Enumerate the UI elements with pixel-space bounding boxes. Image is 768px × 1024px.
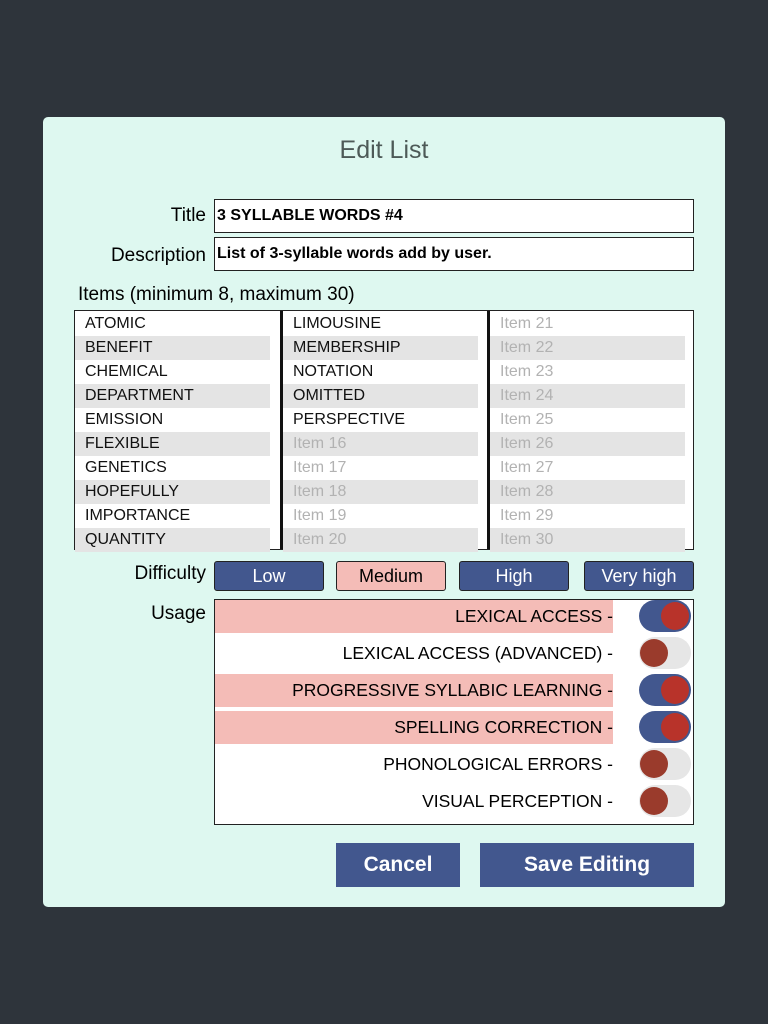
- description-input[interactable]: List of 3-syllable words add by user.: [214, 237, 694, 271]
- list-item[interactable]: DEPARTMENT: [75, 384, 270, 408]
- usage-toggle[interactable]: [639, 748, 691, 780]
- item-placeholder[interactable]: Item 22: [490, 336, 685, 360]
- items-column-3: [490, 311, 685, 549]
- usage-option-label: SPELLING CORRECTION -: [394, 717, 613, 737]
- usage-label: Usage: [151, 603, 206, 624]
- usage-option-label: PROGRESSIVE SYLLABIC LEARNING -: [292, 680, 613, 700]
- title-label: Title: [170, 205, 206, 226]
- usage-toggle[interactable]: [639, 674, 691, 706]
- item-placeholder[interactable]: Item 25: [500, 411, 554, 428]
- usage-row: [215, 674, 693, 711]
- item-placeholder[interactable]: Item 24: [490, 384, 685, 408]
- usage-option-label: LEXICAL ACCESS (ADVANCED) -: [342, 643, 613, 663]
- list-item[interactable]: GENETICS: [85, 459, 167, 476]
- items-column-2: [283, 311, 478, 549]
- toggle-knob: [640, 750, 668, 778]
- usage-row: [215, 711, 693, 748]
- item-placeholder[interactable]: Item 30: [490, 528, 685, 552]
- cancel-button[interactable]: Cancel: [336, 843, 460, 887]
- item-placeholder[interactable]: Item 28: [490, 480, 685, 504]
- items-column-1: [75, 311, 270, 549]
- item-placeholder[interactable]: Item 23: [500, 363, 554, 380]
- difficulty-low-button[interactable]: Low: [214, 561, 324, 591]
- item-placeholder[interactable]: Item 19: [293, 507, 347, 524]
- difficulty-very-high-button[interactable]: Very high: [584, 561, 694, 591]
- list-item[interactable]: QUANTITY: [75, 528, 270, 552]
- list-item[interactable]: OMITTED: [283, 384, 478, 408]
- item-placeholder[interactable]: Item 20: [283, 528, 478, 552]
- usage-toggle[interactable]: [639, 600, 691, 632]
- usage-row: [215, 637, 693, 674]
- list-item[interactable]: NOTATION: [293, 363, 374, 380]
- list-item[interactable]: CHEMICAL: [85, 363, 168, 380]
- items-heading: Items (minimum 8, maximum 30): [78, 284, 355, 305]
- list-item[interactable]: EMISSION: [85, 411, 164, 428]
- list-item[interactable]: PERSPECTIVE: [293, 411, 406, 428]
- list-item[interactable]: MEMBERSHIP: [283, 336, 478, 360]
- list-item[interactable]: FLEXIBLE: [75, 432, 270, 456]
- list-item[interactable]: ATOMIC: [85, 315, 146, 332]
- usage-toggle[interactable]: [639, 711, 691, 743]
- list-item[interactable]: BENEFIT: [75, 336, 270, 360]
- usage-option-label: PHONOLOGICAL ERRORS -: [383, 754, 613, 774]
- item-placeholder[interactable]: Item 21: [500, 315, 554, 332]
- item-placeholder[interactable]: Item 27: [500, 459, 554, 476]
- usage-option-label: LEXICAL ACCESS -: [455, 606, 613, 626]
- difficulty-label: Difficulty: [134, 563, 206, 584]
- item-placeholder[interactable]: Item 17: [293, 459, 347, 476]
- usage-toggle[interactable]: [639, 785, 691, 817]
- difficulty-medium-button[interactable]: Medium: [336, 561, 446, 591]
- usage-list: [214, 599, 694, 825]
- toggle-knob: [661, 676, 689, 704]
- dialog-title: Edit List: [339, 136, 429, 164]
- toggle-knob: [661, 713, 689, 741]
- list-item[interactable]: HOPEFULLY: [75, 480, 270, 504]
- usage-option-label: VISUAL PERCEPTION -: [422, 791, 613, 811]
- toggle-knob: [661, 602, 689, 630]
- list-item[interactable]: IMPORTANCE: [85, 507, 191, 524]
- items-grid: [74, 310, 694, 550]
- usage-row: [215, 748, 693, 785]
- usage-toggle[interactable]: [639, 637, 691, 669]
- usage-row: [215, 785, 693, 822]
- item-placeholder[interactable]: Item 29: [500, 507, 554, 524]
- list-item[interactable]: LIMOUSINE: [293, 315, 382, 332]
- toggle-knob: [640, 787, 668, 815]
- item-placeholder[interactable]: Item 16: [283, 432, 478, 456]
- description-label: Description: [110, 245, 206, 266]
- usage-row: [215, 600, 693, 637]
- item-placeholder[interactable]: Item 18: [283, 480, 478, 504]
- save-editing-button[interactable]: Save Editing: [480, 843, 694, 887]
- difficulty-high-button[interactable]: High: [459, 561, 569, 591]
- toggle-knob: [640, 639, 668, 667]
- title-input[interactable]: 3 SYLLABLE WORDS #4: [214, 199, 694, 233]
- item-placeholder[interactable]: Item 26: [490, 432, 685, 456]
